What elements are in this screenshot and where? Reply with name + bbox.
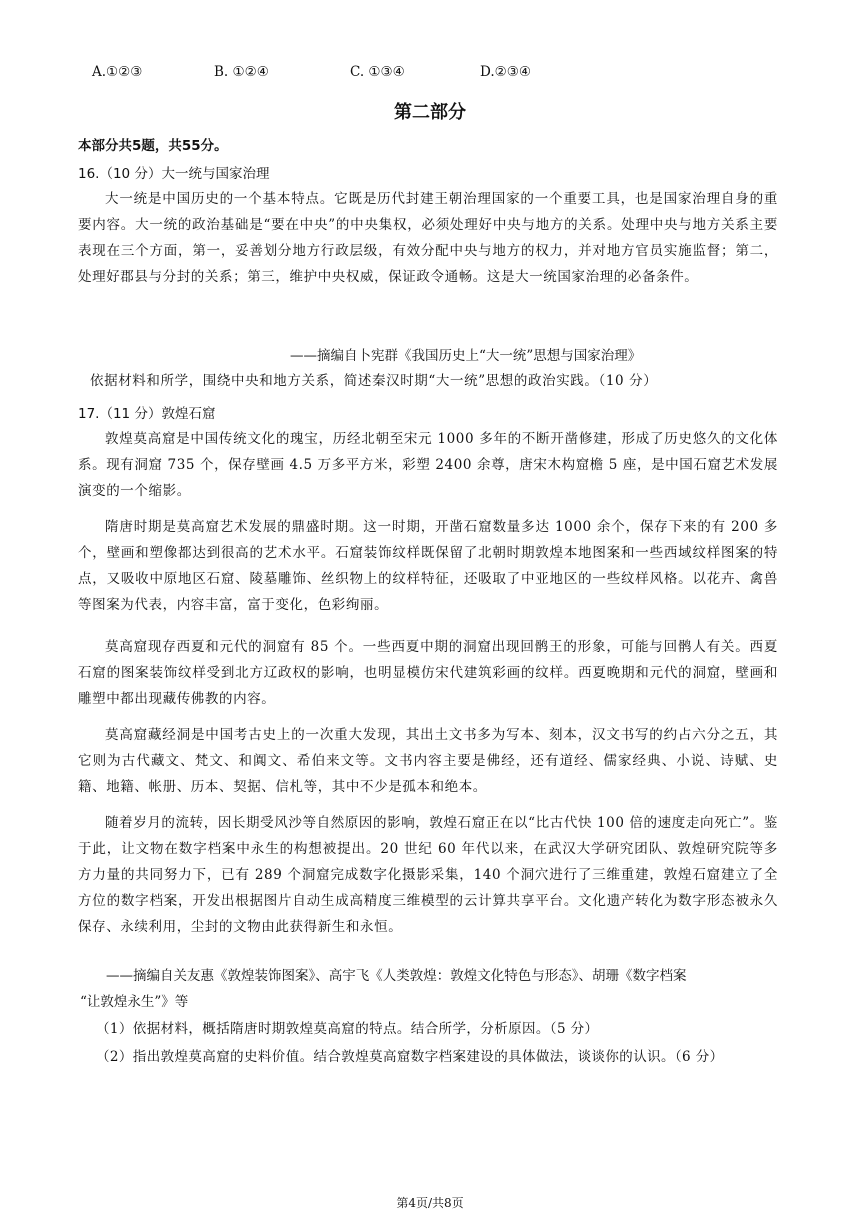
- q16-question: 依据材料和所学，围绕中央和地方关系，简述秦汉时期“大一统”思想的政治实践。（10 分）: [90, 373, 658, 389]
- option-d: D.②③④: [480, 64, 531, 80]
- q16-material: 大一统是中国历史的一个基本特点。它既是历代封建王朝治理国家的一个重要工具，也是国家治理自身的重要内容。大一统的政治基础是“要在中央”的中央集权，必须处理好中央与地方的关系。处理中央与地方关系主要表现在三个方面，第一，妥善划分地方行政层级，有效分配中央与地方的权力，并对地方官员实施监督；第二，处理好郡县与分封的关系；第三，维护中央权威，保证政令通畅。这是大一统国家治理的必备条件。: [78, 191, 778, 285]
- option-a: A.①②③: [92, 64, 143, 80]
- q17-paragraph-5: 随着岁月的流转，因长期受风沙等自然原因的影响，敦煌石窟正在以“比古代快 100 倍的速度走向死亡”。鉴于此，让文物在数字档案中永生的构想被提出。20 世纪 60 年代以来，在武汉大学研究团队、敦煌研究院等多方力量的共同努力下，已有 289 个洞窟完成数字化摄影采集，140 个洞穴进行了三维重建，敦煌石窟建立了全方位的数字档案，开发出根据图片自动生成高精度三维模型的云计算共享平台。文化遗产转化为数字形态被永久保存、永续利用，尘封的文物由此获得新生和永恒。: [78, 815, 778, 935]
- q17-paragraph-1: 敦煌莫高窟是中国传统文化的瑰宝，历经北朝至宋元 1000 多年的不断开凿修建，形成了历史悠久的文化体系。现有洞窟 735 个，保存壁画 4.5 万多平方米，彩塑 2400 余尊，唐宋木构窟檐 5 座，是中国石窟艺术发展演变的一个缩影。: [78, 431, 778, 499]
- q16-header: 16.（10 分）大一统与国家治理: [78, 166, 270, 182]
- q17-subquestion-1: （1）依据材料，概括隋唐时期敦煌莫高窟的特点。结合所学，分析原因。（5 分）: [96, 1021, 599, 1037]
- q17-subquestion-2: （2）指出敦煌莫高窟的史料价值。结合敦煌莫高窟数字档案建设的具体做法，谈谈你的认识。（6 分）: [96, 1049, 724, 1065]
- q16-source: ——摘编自卜宪群《我国历史上“大一统”思想与国家治理》: [290, 348, 642, 364]
- q17-paragraph-2: 隋唐时期是莫高窟艺术发展的鼎盛时期。这一时期，开凿石窟数量多达 1000 余个，保存下来的有 200 多个，壁画和塑像都达到很高的艺术水平。石窟装饰纹样既保留了北朝时期敦煌本地图案和一些西域纹样图案的特点，又吸收中原地区石窟、陵墓雕饰、丝织物上的纹样特征，还吸取了中亚地区的一些纹样风格。以花卉、禽兽等图案为代表，内容丰富，富于变化，色彩绚丽。: [78, 519, 778, 613]
- q17-paragraph-3: 莫高窟现存西夏和元代的洞窟有 85 个。一些西夏中期的洞窟出现回鹘王的形象，可能与回鹘人有关。西夏石窟的图案装饰纹样受到北方辽政权的影响，也明显模仿宋代建筑彩画的纹样。西夏晚期和元代的洞窟，壁画和雕塑中都出现藏传佛教的内容。: [78, 639, 778, 707]
- q17-source-line-1: ——摘编自关友惠《敦煌装饰图案》、高宇飞《人类敦煌：敦煌文化特色与形态》、胡珊《数字档案: [106, 968, 687, 984]
- part-intro: 本部分共5题，共55分。: [78, 138, 228, 154]
- q17-source-line-2: “让敦煌永生”》等: [80, 994, 189, 1010]
- option-b: B. ①②④: [214, 64, 269, 80]
- q17-header: 17.（11 分）敦煌石窟: [78, 406, 216, 422]
- q17-paragraph-4: 莫高窟藏经洞是中国考古史上的一次重大发现，其出土文书多为写本、刻本，汉文书写的约占六分之五，其它则为古代藏文、梵文、和阗文、希伯来文等。文书内容主要是佛经，还有道经、儒家经典、小说、诗赋、史籍、地籍、帐册、历本、契据、信札等，其中不少是孤本和绝本。: [78, 727, 778, 795]
- part-title: 第二部分: [394, 102, 466, 123]
- option-c: C. ①③④: [350, 64, 405, 80]
- page-number: 第4页/共8页: [396, 1196, 464, 1210]
